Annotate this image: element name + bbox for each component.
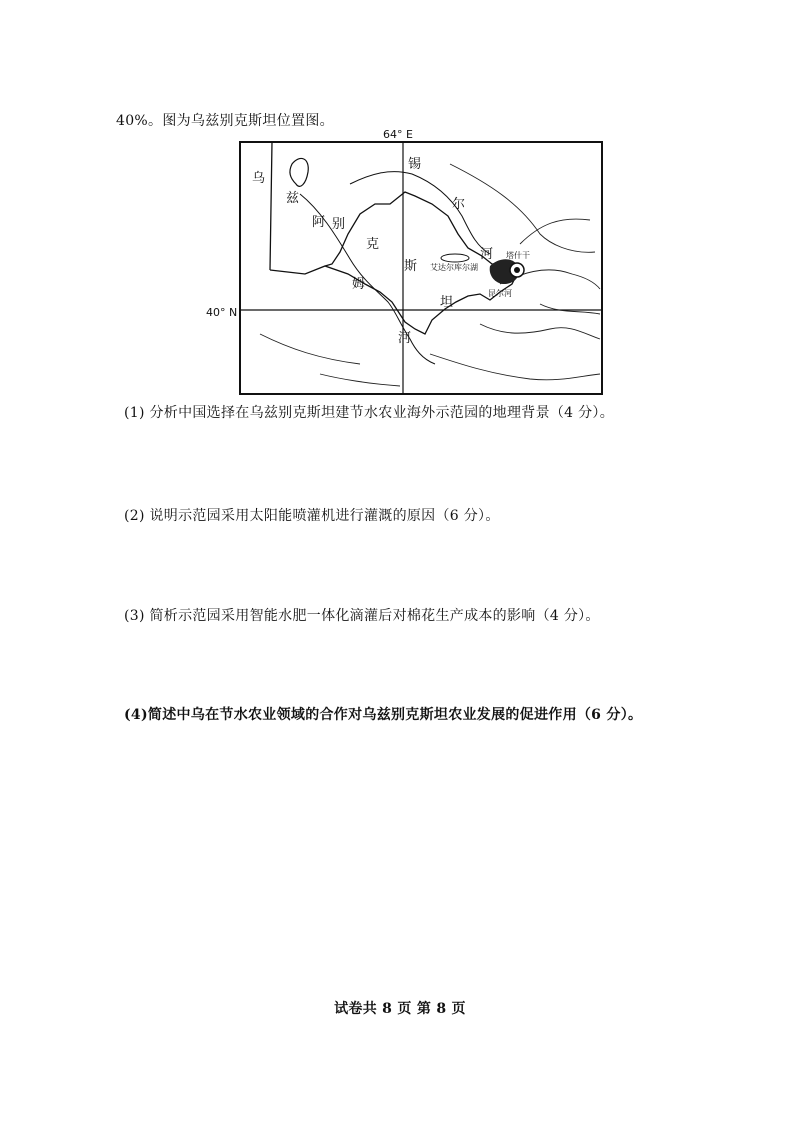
uzbekistan-location-map <box>200 124 620 399</box>
capital-label: 塔什干 <box>506 251 530 260</box>
amu-river-char-1: 阿 <box>312 215 326 230</box>
syr-river-char-3: 河 <box>480 247 494 262</box>
question-1: (1) 分析中国选择在乌兹别克斯坦建节水农业海外示范园的地理背景（4 分）。 <box>124 405 615 421</box>
aral-sea <box>290 158 308 186</box>
question-2: (2) 说明示范园采用太阳能喷灌机进行灌溉的原因（6 分）。 <box>124 508 500 524</box>
map-frame <box>240 142 602 394</box>
country-char-6: 坦 <box>440 295 454 310</box>
latitude-label: 40° N <box>206 306 238 319</box>
capital-marker-dot <box>514 267 520 273</box>
page-footer: 试卷共 8 页 第 8 页 <box>334 1001 466 1017</box>
intro-text: 40%。图为乌兹别克斯坦位置图。 <box>116 113 334 129</box>
syr-river-char-2: 尔 <box>452 197 466 212</box>
rivers-network <box>260 164 600 386</box>
uzbekistan-border <box>270 142 518 334</box>
country-char-1: 乌 <box>252 171 266 186</box>
amu-river-char-3: 河 <box>398 331 412 346</box>
country-char-5: 斯 <box>404 259 418 274</box>
aydar-lake <box>441 254 469 262</box>
small-place-label: 昆尔河 <box>488 289 512 298</box>
question-3: (3) 简析示范园采用智能水肥一体化滴灌后对棉花生产成本的影响（4 分）。 <box>124 608 600 624</box>
syr-river-char-1: 锡 <box>408 157 422 172</box>
country-char-3: 别 <box>332 217 346 232</box>
country-char-4: 克 <box>366 237 380 252</box>
amu-river-char-2: 姆 <box>352 277 366 292</box>
longitude-label: 64° E <box>383 128 413 141</box>
lake-label: 艾达尔库尔湖 <box>430 263 478 272</box>
country-char-2: 兹 <box>286 191 300 206</box>
question-4: (4)简述中乌在节水农业领域的合作对乌兹别克斯坦农业发展的促进作用（6 分）。 <box>124 707 643 723</box>
